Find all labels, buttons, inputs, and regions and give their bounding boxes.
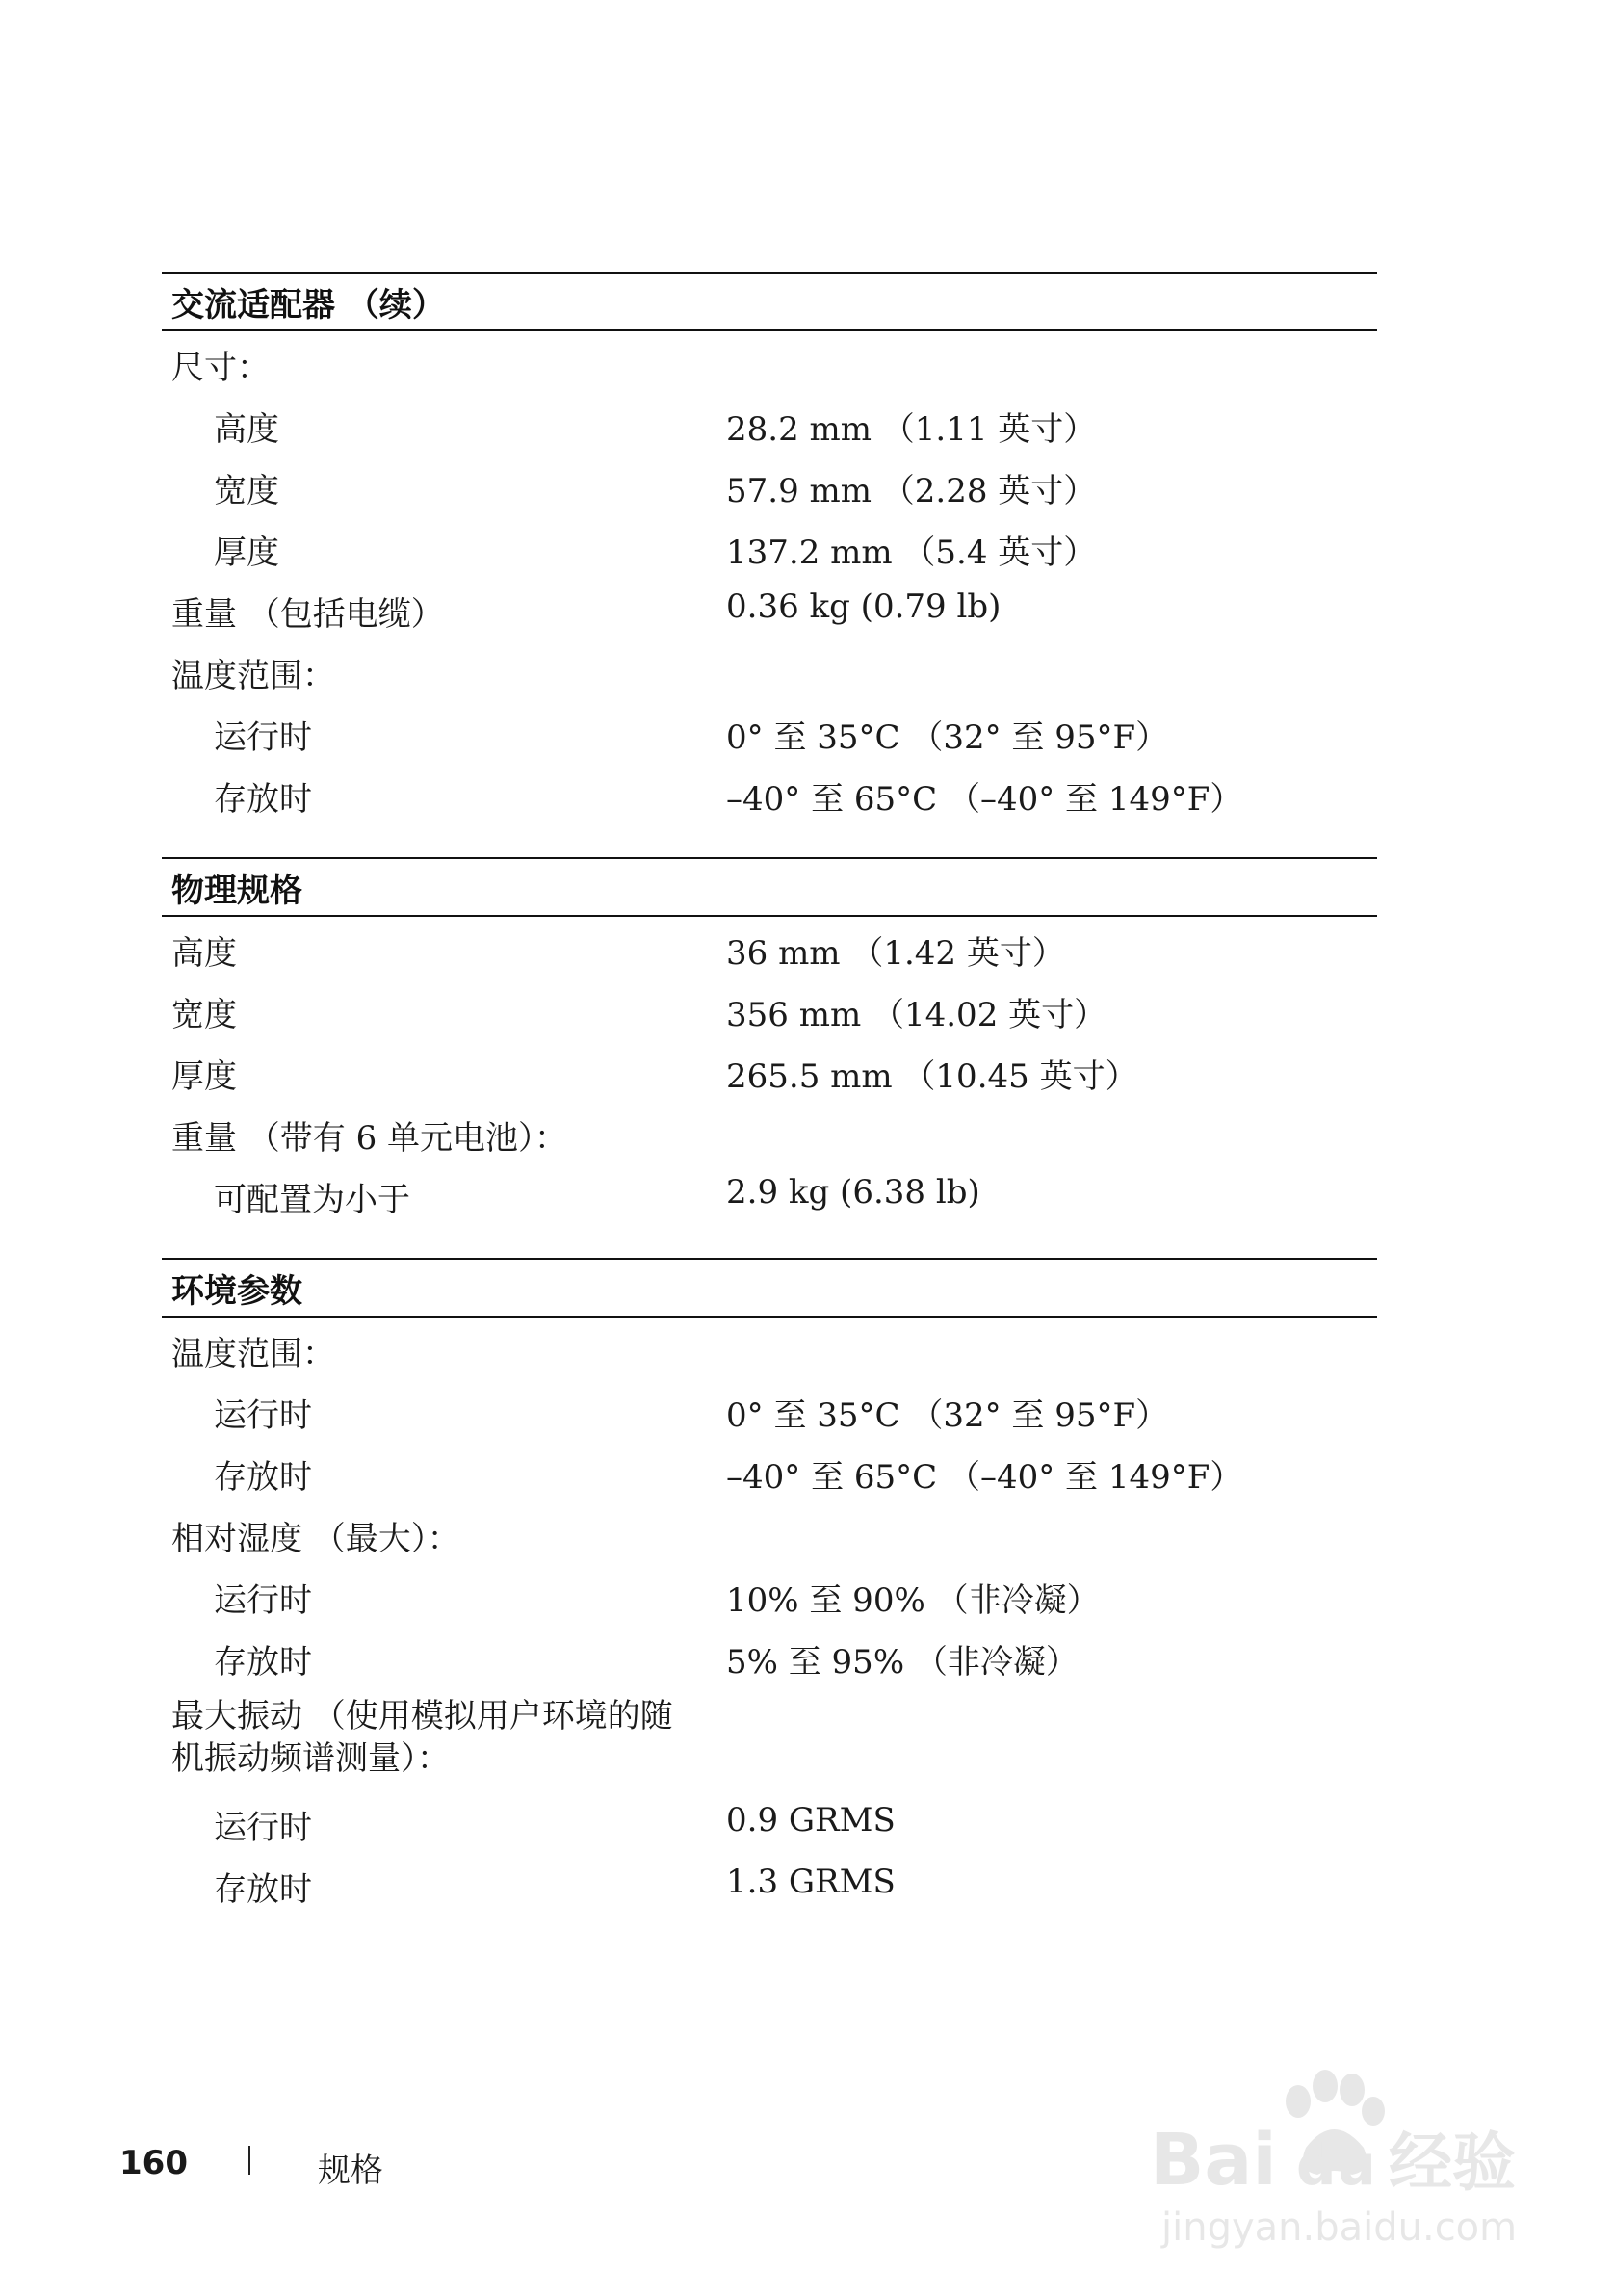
- watermark-brand-tail: du: [1296, 2132, 1376, 2198]
- row-label: 运行时: [214, 1396, 312, 1435]
- table-row: [162, 1163, 1377, 1225]
- row-label: 运行时: [214, 1809, 312, 1847]
- row-label: 重量 （包括电缆）: [171, 595, 444, 634]
- section-title: 交流适配器 （续）: [162, 272, 1377, 331]
- row-label: 高度: [171, 934, 237, 973]
- footer-title: 规格: [318, 2152, 383, 2190]
- table-row: [162, 393, 1377, 455]
- row-value: 0° 至 35°C （32° 至 95°F）: [726, 1396, 1169, 1435]
- row-label: 运行时: [214, 1581, 312, 1620]
- row-label: 温度范围：: [171, 657, 335, 695]
- row-label: 宽度: [171, 996, 237, 1034]
- watermark-url: jingyan.baidu.com: [1161, 2205, 1518, 2250]
- row-label: 尺寸：: [171, 349, 270, 387]
- row-label: 温度范围：: [171, 1335, 335, 1373]
- row-label: 最大振动 （使用模拟用户环境的随 机振动频谱测量）：: [171, 1697, 673, 1778]
- row-label: 存放时: [214, 1458, 312, 1497]
- table-row: [162, 578, 1377, 639]
- table-row: [162, 331, 1377, 393]
- row-value: 10% 至 90% （非冷凝）: [726, 1581, 1100, 1620]
- row-label: 厚度: [214, 534, 279, 572]
- row-label: 存放时: [214, 780, 312, 819]
- row-value: 0.9 GRMS: [726, 1801, 896, 1839]
- row-label: 宽度: [214, 472, 279, 510]
- row-value: 356 mm （14.02 英寸）: [726, 996, 1107, 1034]
- watermark-brand: Bai: [1150, 2119, 1277, 2202]
- table-row: [162, 1564, 1377, 1626]
- table-row: [162, 978, 1377, 1040]
- row-value: 2.9 kg (6.38 lb): [726, 1173, 980, 1212]
- baidu-watermark: [1136, 2051, 1541, 2254]
- page-number: 160: [119, 2144, 188, 2182]
- row-label: 高度: [214, 410, 279, 449]
- row-label: 可配置为小于: [214, 1181, 410, 1219]
- row-value: 0.36 kg (0.79 lb): [726, 587, 1002, 626]
- row-value: 5% 至 95% （非冷凝）: [726, 1643, 1079, 1682]
- footer-divider: [248, 2146, 250, 2175]
- watermark-product: 经验: [1389, 2126, 1516, 2200]
- row-value: 36 mm （1.42 英寸）: [726, 934, 1065, 973]
- table-row: [162, 701, 1377, 763]
- row-value: 0° 至 35°C （32° 至 95°F）: [726, 718, 1169, 757]
- table-row: [162, 1791, 1377, 1853]
- table-row: [162, 1318, 1377, 1379]
- row-value: 1.3 GRMS: [726, 1863, 896, 1901]
- section-title: 环境参数: [162, 1258, 1377, 1318]
- environmental-table: [162, 1258, 1377, 1915]
- table-row: [162, 639, 1377, 701]
- row-value: 265.5 mm （10.45 英寸）: [726, 1057, 1138, 1096]
- row-label: 运行时: [214, 718, 312, 757]
- row-label: 存放时: [214, 1643, 312, 1682]
- section-title: 物理规格: [162, 857, 1377, 917]
- row-value: –40° 至 65°C （–40° 至 149°F）: [726, 780, 1243, 819]
- table-row: [162, 455, 1377, 516]
- table-row: [162, 1502, 1377, 1564]
- table-row: [162, 1687, 1377, 1791]
- table-row: [162, 1441, 1377, 1502]
- table-row: [162, 1379, 1377, 1441]
- table-row: [162, 1853, 1377, 1915]
- physical-specs-table: [162, 857, 1377, 1225]
- table-row: [162, 763, 1377, 824]
- table-row: [162, 1102, 1377, 1163]
- table-row: [162, 516, 1377, 578]
- ac-adapter-table: [162, 272, 1377, 824]
- row-value: 137.2 mm （5.4 英寸）: [726, 534, 1097, 572]
- table-row: [162, 1040, 1377, 1102]
- table-row: [162, 1626, 1377, 1687]
- table-row: [162, 917, 1377, 978]
- row-value: 28.2 mm （1.11 英寸）: [726, 410, 1097, 449]
- row-label: 厚度: [171, 1057, 237, 1096]
- row-label: 相对湿度 （最大）：: [171, 1520, 460, 1558]
- row-label: 重量 （带有 6 单元电池）：: [171, 1119, 568, 1158]
- row-label: 存放时: [214, 1870, 312, 1909]
- row-value: 57.9 mm （2.28 英寸）: [726, 472, 1097, 510]
- row-value: –40° 至 65°C （–40° 至 149°F）: [726, 1458, 1243, 1497]
